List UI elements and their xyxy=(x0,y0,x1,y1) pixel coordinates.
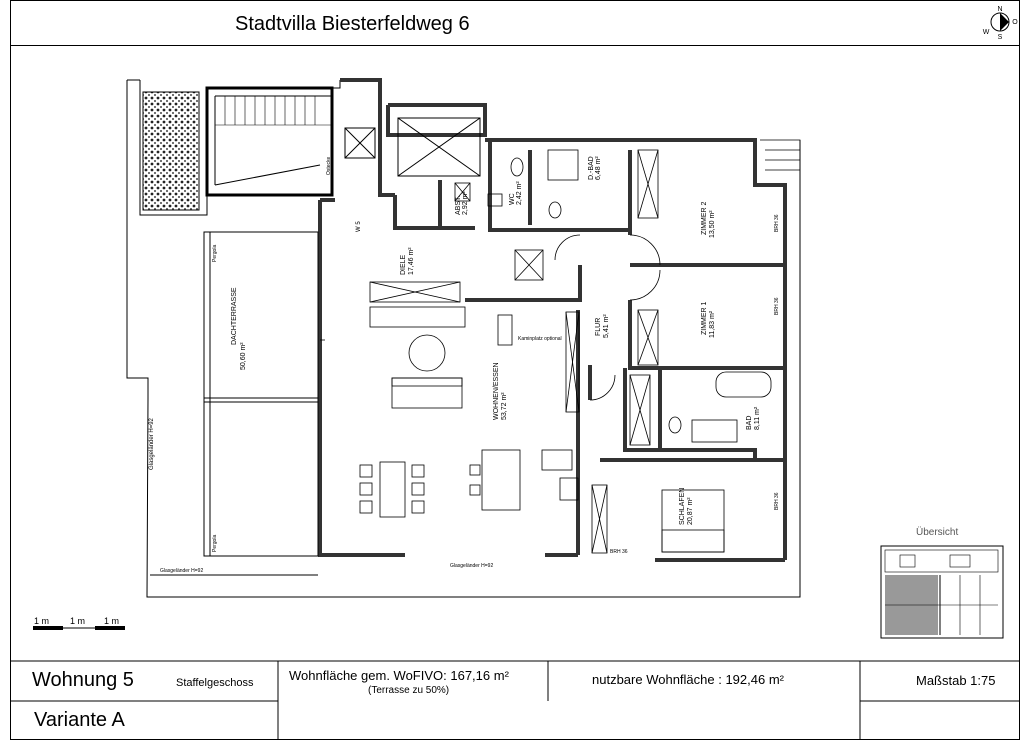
pergola-label-top: Pergola xyxy=(212,244,218,262)
pergola-label-bottom: Pergola xyxy=(212,534,218,552)
room-schlafen-area: 20,87 m² xyxy=(687,497,694,525)
glasgelaender-label-bottom: Glasgeländer H=92 xyxy=(160,568,204,574)
scale-label-1: 1 m xyxy=(34,616,50,626)
glasgelaender-label-left: Glasgeländer H=92 xyxy=(149,418,155,470)
room-schlafen-name: SCHLAFEN xyxy=(679,487,686,525)
compass-icon xyxy=(982,4,1018,40)
room-wc-name: WC xyxy=(509,193,516,205)
room-dachterrasse-area: 50,60 m² xyxy=(240,342,247,370)
floor-name: Staffelgeschoss xyxy=(176,677,254,689)
room-dachterrasse-name: DACHTERRASSE xyxy=(231,287,238,345)
compass-north: N xyxy=(997,6,1003,13)
scale-text: Maßstab 1:75 xyxy=(916,673,996,688)
room-bad-name: BAD xyxy=(746,415,753,430)
title-block-grid xyxy=(0,660,1028,742)
room-dbad-area: 6,48 m² xyxy=(595,156,602,180)
scale-label-2: 1 m xyxy=(70,616,86,626)
room-diele-name: DIELE xyxy=(400,254,407,275)
kamin-label: Kaminplatz optional xyxy=(518,336,562,342)
plan-sheet xyxy=(10,0,1020,740)
room-zimmer2-area: 13,50 m² xyxy=(709,210,716,238)
room-flur-area: 5,41 m² xyxy=(603,314,610,338)
compass-east: O xyxy=(1012,19,1018,26)
overview-label: Übersicht xyxy=(916,527,959,538)
title-bar xyxy=(11,1,1019,46)
compass-west: W xyxy=(982,29,990,36)
compass-south: S xyxy=(997,34,1003,40)
room-zimmer1-name: ZIMMER 1 xyxy=(701,301,708,335)
variant-name: Variante A xyxy=(34,709,125,731)
room-flur-name: FLUR xyxy=(595,317,602,336)
title-block xyxy=(0,660,1028,740)
nutzbare-flaeche-text: nutzbare Wohnfläche : 192,46 m² xyxy=(592,672,784,687)
room-dbad-name: D.-BAD xyxy=(588,156,595,180)
room-wohnen-name: WOHNEN/ESSEN xyxy=(493,362,500,420)
scale-label-3: 1 m xyxy=(104,616,120,626)
unit-name: Wohnung 5 xyxy=(32,669,134,691)
terrasse-note: (Terrasse zu 50%) xyxy=(368,685,450,696)
room-abst-name: ABST. xyxy=(455,195,462,215)
room-diele-area: 17,46 m² xyxy=(408,247,415,275)
room-zimmer2-name: ZIMMER 2 xyxy=(701,201,708,235)
brh-label-2: BRH 36 xyxy=(774,297,780,315)
brh-label-4: BRH 36 xyxy=(610,549,628,555)
room-abst-area: 2,92 m² xyxy=(462,191,469,215)
page-title: Stadtvilla Biesterfeldweg 6 xyxy=(235,13,470,35)
wohnflaeche-text: Wohnfläche gem. WoFIVO: 167,16 m² xyxy=(289,668,509,683)
ostecke-label: Ostecke xyxy=(326,156,332,175)
room-bad-area: 8,11 m² xyxy=(754,406,761,430)
brh-label-1: BRH 36 xyxy=(774,214,780,232)
glasgelaender-label-window: Glasgeländer H=92 xyxy=(450,563,494,569)
room-zimmer1-area: 11,83 m² xyxy=(709,310,716,338)
brh-label-3: BRH 36 xyxy=(774,492,780,510)
room-wc-area: 2,42 m² xyxy=(516,181,523,205)
window-w5-label: W 5 xyxy=(356,221,362,232)
room-wohnen-area: 53,72 m² xyxy=(501,392,508,420)
